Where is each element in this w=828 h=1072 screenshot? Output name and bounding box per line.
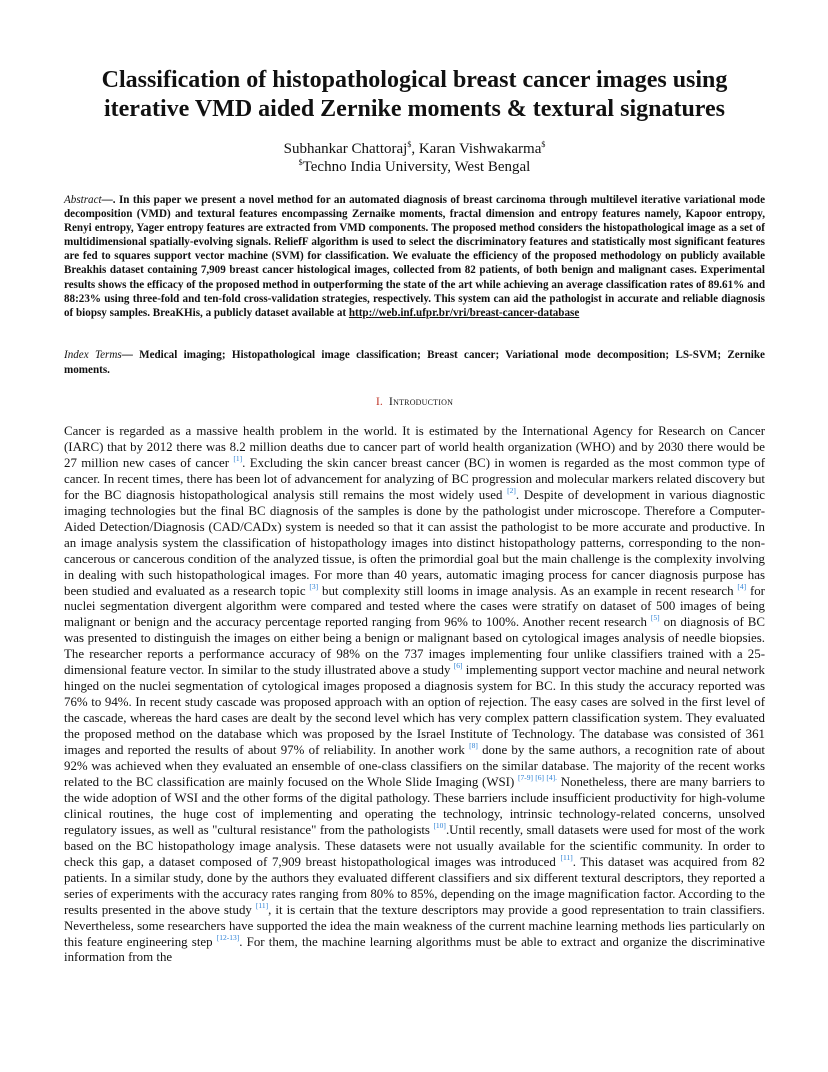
author-name: Karan Vishwakarma [418, 141, 542, 157]
citation[interactable]: [11] [560, 852, 573, 862]
citation[interactable]: [2] [507, 485, 516, 495]
author-mark: $ [407, 140, 412, 149]
author-mark: $ [541, 140, 546, 149]
section-heading [64, 393, 765, 409]
body-text-run: . Excluding the skin cancer breast cancer (BC) in women is regarded as the most common type of cancer. In recent times, there has been lot of advancement for analyzing of BC progression and molecular markers related discovery but for the BC diagnosis histopathological analysis still remains the most widely used [64, 455, 765, 502]
affiliation-mark: $ [298, 158, 303, 167]
citation[interactable]: [8] [469, 741, 478, 751]
body-text-run: Nonetheless, there are many barriers to the wide adoption of WSI and the other forms of the digital pathology. These barriers include insufficient productivity for high-volume clinical routines, the huge cost of implementing and operating the technology, intrinsic technology-related concerns, unsolved regulatory issues, as well as "cultural resistance" from the pathologists [64, 774, 766, 837]
citation[interactable]: [6] [453, 661, 463, 671]
citation[interactable]: [7-9] [6] [4]. [517, 772, 558, 782]
abstract-dash: — [101, 194, 113, 206]
author-list: Subhankar Chattoraj$, Karan Vishwakarma$ [283, 140, 546, 157]
author-name: Subhankar Chattoraj [283, 141, 408, 157]
body-text-run: . This dataset was acquired from 82 patients. In a similar study, done by the authors they evaluated different classifiers and six different textural descriptors, they reported a series of experiments with the accuracy rates ranging from 80% to 85%, depending on the image magnification factor. According to the results presented in the above study [64, 854, 765, 917]
body-text-run: Cancer is regarded as a massive health problem in the world. It is estimated by the International Agency for Research on Cancer (IARC) that by 2012 there was 8.2 million deaths due to cancer part of world health organization (WHO) and by 2030 there would be 27 million new cases of cancer [64, 424, 765, 470]
body-text-run: implementing support vector machine and neural network hinged on the nuclei segmentation of cytological images proposed a diagnosis system for BC. In this study the accuracy reported was 76% to 94%. In recent study cascade was proposed approach with an option of rejection. The easy cases are solved in the first level of the cascade, whereas the hard cases are dealt by the second level which has very complex pattern classification system. They evaluated the proposed method on the database which was proposed by the Israel Institute of Technology. The database was consisted of 361 images and reported the results of about 97% of reliability. In another work [64, 663, 765, 758]
affiliation [64, 158, 765, 176]
body-text-run: . For them, the machine learning algorithms must be able to extract and organize the discriminative information from the [64, 934, 766, 965]
section-title: Introduction [388, 394, 454, 408]
body-text-run: but complexity still looms in image analysis. As an example in recent research [318, 583, 738, 598]
body-text-run: . Despite of development in various diagnostic imaging technologies but the final BC diagnosis of the samples is done by the pathologist under microscope. Therefore a Computer-Aided Detection/Diagnosis (CAD/CADx) system is needed so that it can assist the pathologist to be more accurate and productive. In an image analysis system the classification of histopathology images into distinct histopathology patterns, corresponding to the non-cancerous or cancerous condition of the analyzed tissue, is often the primordial goal but the main challenge is the complexity involving in dealing with such histopathological images. For more than 40 years, automatic imaging process for cancer diagnosis purpose has been studied and evaluated as a research topic [64, 487, 766, 598]
dataset-link[interactable]: http://web.inf.ufpr.br/vri/breast-cancer-database [348, 306, 580, 319]
title-line-1: Classification of histopathological breast cancer images using [101, 67, 728, 93]
citation[interactable]: [11] [255, 900, 269, 910]
body-text-run: , it is certain that the texture descriptors may provide a good representation to train classifiers. Nevertheless, some researchers have supported the idea the main weakness of the current machine learning methods lies particularly on this feature engineering step [64, 902, 765, 949]
index-terms-text: — Medical imaging; Histopathological image classification; Breast cancer; Variational mode decomposition; LS-SVM; Zernike moments. [64, 349, 765, 376]
abstract-label: Abstract [64, 194, 102, 206]
introduction-paragraph [64, 424, 765, 966]
section-number: I. [375, 394, 383, 408]
index-terms [64, 348, 765, 377]
citation[interactable]: [1] [233, 453, 243, 463]
paper-title [64, 66, 765, 124]
index-terms-label: Index Terms [64, 349, 122, 361]
body-text-run: done by the same authors, a recognition rate of about 92% was achieved when they evaluated an ensemble of one-class classifiers on the similar database. The majority of the recent works related to the BC classification are mainly focused on the Whole Slide Imaging (WSI) [64, 743, 766, 789]
citation[interactable]: [4] [737, 581, 747, 591]
citation[interactable]: [5] [650, 613, 660, 623]
affiliation-text: Techno India University, West Bengal [302, 159, 531, 175]
title-line-2: iterative VMD aided Zernike moments & textural signatures [103, 96, 726, 122]
abstract [64, 193, 765, 320]
body-text-run: on diagnosis of BC was presented to distinguish the images on either being a benign or malignant based on cytological images analysis of needle biopsies. The researcher reports a performance accuracy of 98% on the 737 images implementing four unlike classifiers trained with a 25-dimensional feature vector. In similar to the study illustrated above a study [64, 615, 765, 678]
citation[interactable]: [3] [309, 581, 319, 591]
abstract-text: . In this paper we present a novel method for an automated diagnosis of breast carcinoma through multilevel iterative variational mode decomposition (VMD) and textural features encompassing Zernaike moments, fractal dimension and entropy features namely, Kapoor entropy, Renyi entropy, Yager entropy features are extracted from VMD components. The proposed method considers the histopathological image as a set of multidimensional spatially-evolving signals. ReliefF algorithm is used to select the discriminatory features and statistically most significant features are fed to squares support vector machine (SVM) for classification. We evaluate the efficiency of the proposed methodology on publicly available Breakhis dataset containing 7,909 breast cancer histological images, collected from 82 patients, of both benign and malignant cases. Experimental results shows the efficacy of the proposed method in outperforming the state of the art while achieving an average classification rates of 89.61% and 88:23% using three-fold and ten-fold cross-validation strategies, respectively. This system can aid the pathologist in accurate and reliable diagnosis of biopsy samples. BreaKHis, a publicly dataset available at [64, 194, 765, 319]
citation[interactable]: [10] [433, 820, 446, 830]
citation[interactable]: [12-13] [216, 932, 240, 942]
body-text-run: .Until recently, small datasets were used for most of the work based on the BC histopathology image analysis. These datasets were not usually available for the scientific community. In order to check this gap, a dataset composed of 7,909 breast histopathological images was introduced [64, 822, 765, 869]
body-text-run: for nuclei segmentation divergent algorithm were compared and tested where the cases were stratify on dataset of 500 images of being malignant or benign and the accuracy percentage reported ranging from 96% to 100%. Another recent research [64, 583, 765, 630]
